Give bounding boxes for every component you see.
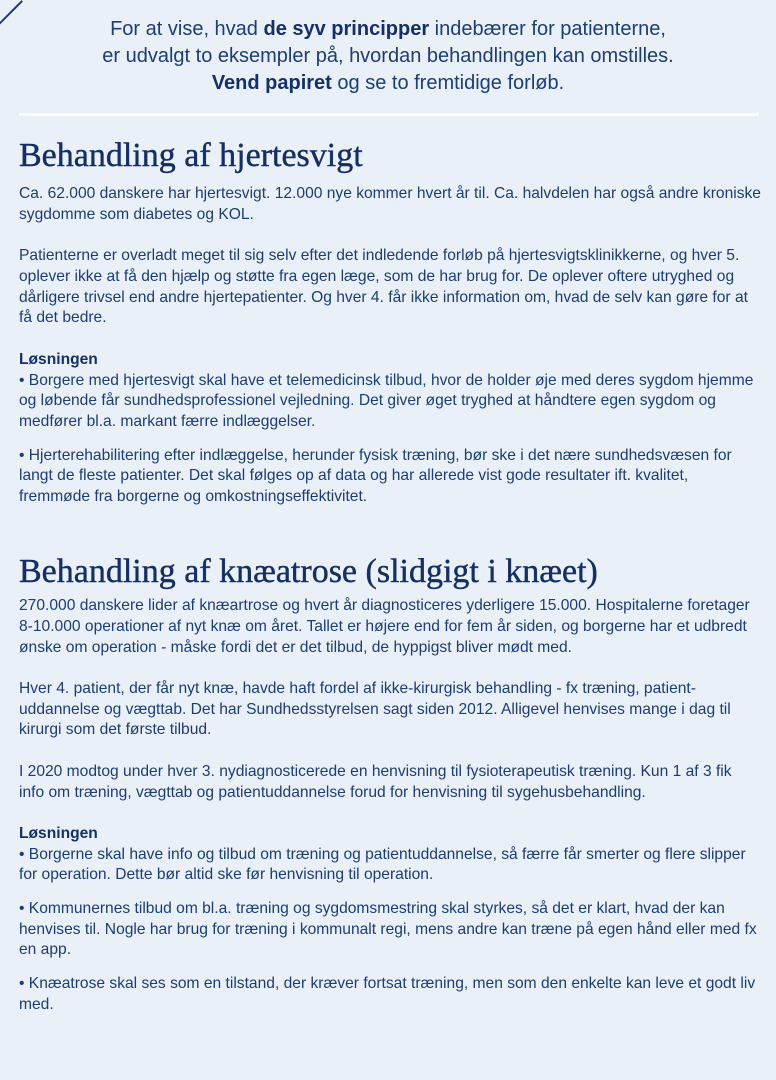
intro-line-2: er udvalgt to eksempler på, hvordan behandlingen kan omstilles. [102, 45, 674, 67]
paragraph: 270.000 danskere lider af knæartrose og hvert år diagnosticeres yderligere 15.000. Hospitalerne foretager 8-10.000 operationer af nyt knæ om året. Tallet er højere end for fem år siden, og borgerne har et udbredt ønske om operation - måske fordi det er det tilbud, de hyppigst bliver mødt med. [19, 596, 750, 656]
intro-text [0, 16, 776, 97]
paragraph: Hver 4. patient, der får nyt knæ, havde haft fordel af ikke-kirurgisk behandling - fx træning, patient-uddannelse og vægttab. Det har Sundhedsstyrelsen sagt siden 2012. Alligevel henvises mange i dag til kirurgi som det første tilbud. [19, 679, 731, 739]
solution-bullet: • Kommunernes tilbud om bl.a. træning og sygdomsmestring skal styrkes, så det er klart, hvad der kan henvises til. Nogle har brug for træning i kommunalt regi, mens andre kan træne på egen hånd eller med fx en app. [19, 899, 757, 959]
intro-line-1 [0, 16, 776, 43]
intro-line3-post: og se to fremtidige forløb. [331, 72, 565, 94]
solution-heading: Løsningen [19, 824, 98, 842]
intro-line1-pre: For at vise, hvad [110, 18, 264, 40]
section-heart-failure [19, 136, 761, 508]
solution-bullet: • Borgere med hjertesvigt skal have et telemedicinsk tilbud, hvor de holder øje med deres sygdom hjemme og løbende får sundhedsprofessionel vejledning. Det giver øget tryghed at håndtere egen sygdom og medfører bl.a. markant færre indlæggelser. [19, 371, 754, 431]
intro-line1-post: indebærer for patienterne, [429, 18, 666, 40]
intro-emphasis-turn-paper: Vend papiret [211, 72, 332, 94]
intro-line-3 [0, 70, 776, 97]
solution-bullet: • Knæatrose skal ses som en tilstand, der kræver fortsat træning, men som den enkelte kan leve et godt liv med. [19, 974, 756, 1013]
solution-bullet: • Hjerterehabilitering efter indlæggelse, herunder fysisk træning, bør ske i det nære sundhedsvæsen for langt de fleste patienter. Det skal følges op af data og har allerede vist gode resultater ift. kvalitet, fremmøde fra borgerne og omkostningseffektivitet. [19, 446, 732, 506]
main-content [19, 136, 761, 1015]
section-divider [19, 113, 759, 116]
paragraph: I 2020 modtog under hver 3. nydiagnosticerede en henvisning til fysioterapeutisk træning. Kun 1 af 3 fik info om træning, vægttab og patientuddannelse forud for henvisning til sygehusbehandling. [19, 762, 732, 801]
section-knee-arthrosis [19, 552, 761, 1015]
section-title-heart-failure: Behandling af hjertesvigt [19, 137, 363, 174]
paragraph: Patienterne er overladt meget til sig selv efter det indledende forløb på hjertesvigtsklinikkerne, og hver 5. oplever ikke at få den hjælp og støtte fra egen læge, som de har brug for. De oplever oftere utryghed og dårligere trivsel end andre hjertepatienter. Og hver 4. får ikke information om, hvad de selv kan gøre for at få det bedre. [19, 247, 748, 327]
solution-bullet: • Borgerne skal have info og tilbud om træning og patientuddannelse, så færre får smerter og flere slipper for operation. Dette bør altid ske før henvisning til operation. [19, 845, 746, 884]
paragraph: Ca. 62.000 danskere har hjertesvigt. 12.000 nye kommer hvert år til. Ca. halvdelen har også andre kroniske sygdomme som diabetes og KOL. [19, 185, 761, 223]
solution-heading: Løsningen [19, 350, 98, 368]
intro-emphasis-principles: de syv principper [263, 18, 430, 40]
section-title-knee-arthrosis: Behandling af knæatrose (slidgigt i knæet) [19, 552, 598, 590]
